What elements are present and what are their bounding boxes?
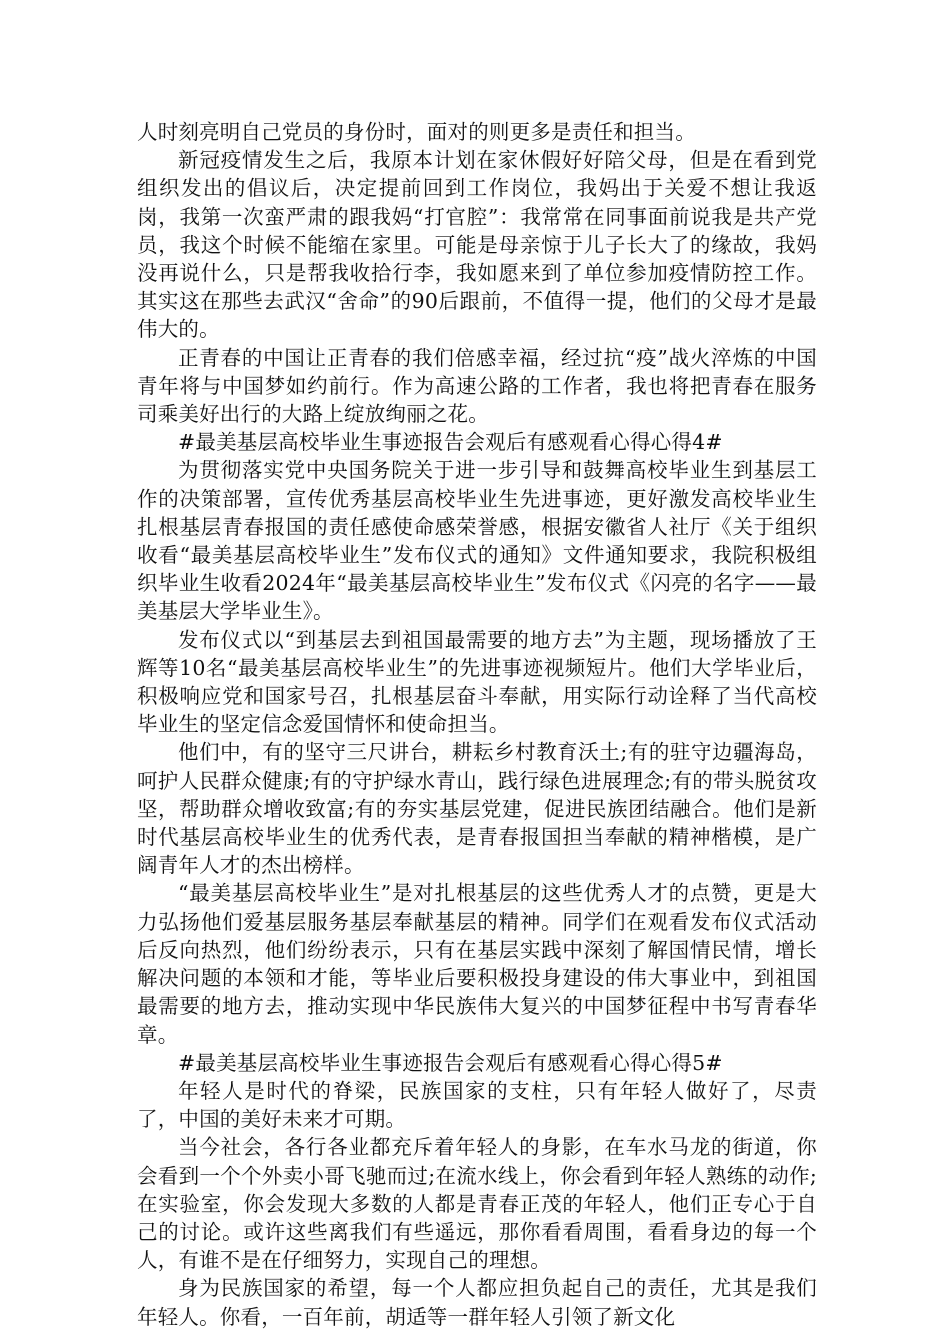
paragraph-11: 当今社会，各行各业都充斥着年轻人的身影，在车水马龙的街道，你会看到一个个外卖小哥飞驰而过;在流水线上，你会看到年轻人熟练的动作;在实验室，你会发现大多数的人都是青春正茂的年轻人，他们正专心于自己的讨论。或许这些离我们有些遥远，那你看看周围，看看身边的每一个人，有谁不是在仔细努力，实现自己的理想。 (137, 1135, 817, 1273)
paragraph-12: 身为民族国家的希望，每一个人都应担负起自己的责任，尤其是我们年轻人。你看，一百年前，胡适等一群年轻人引领了新文化 (137, 1276, 817, 1329)
section-heading-5: #最美基层高校毕业生事迹报告会观后有感观看心得心得5# (178, 1050, 723, 1075)
paragraph-1: 人时刻亮明自己党员的身份时，面对的则更多是责任和担当。 (137, 120, 696, 144)
paragraph-8: “最美基层高校毕业生”是对扎根基层的这些优秀人才的点赞，更是大力弘扬他们爱基层服务基层奉献基层的精神。同学们在观看发布仪式活动后反向热烈，他们纷纷表示，只有在基层实践中深刻了解国情民情，增长解决问题的本领和才能，等毕业后要积极投身建设的伟大事业中，到祖国最需要的地方去，推动实现中华民族伟大复兴的中国梦征程中书写青春华章。 (137, 881, 817, 1047)
paragraph-10: 年轻人是时代的脊梁，民族国家的支柱，只有年轻人做好了，尽责了，中国的美好未来才可期。 (137, 1078, 817, 1132)
paragraph-6: 发布仪式以“到基层去到祖国最需要的地方去”为主题，现场播放了王辉等10名“最美基层高校毕业生”的先进事迹视频短片。他们大学毕业后，积极响应党和国家号召，扎根基层奋斗奉献，用实际行动诠释了当代高校毕业生的坚定信念爱国情怀和使命担当。 (137, 627, 817, 737)
document-body (137, 118, 817, 1331)
paragraph-2: 新冠疫情发生之后，我原本计划在家休假好好陪父母，但是在看到党组织发出的倡议后，决定提前回到工作岗位，我妈出于关爱不想让我返岗，我第一次蛮严肃的跟我妈“打官腔”：我常常在同事面前说我是共产党员，我这个时候不能缩在家里。可能是母亲惊于儿子长大了的缘故，我妈没再说什么，只是帮我收拾行李，我如愿来到了单位参加疫情防控工作。其实这在那些去武汉“舍命”的90后跟前，不值得一提，他们的父母才是最伟大的。 (137, 148, 817, 342)
paragraph-7: 他们中，有的坚守三尺讲台，耕耘乡村教育沃土;有的驻守边疆海岛，呵护人民群众健康;有的守护绿水青山，践行绿色进展理念;有的带头脱贫攻坚，帮助群众增收致富;有的夯实基层党建，促进民族团结融合。他们是新时代基层高校毕业生的优秀代表，是青春报国担当奉献的精神楷模，是广阔青年人才的杰出榜样。 (137, 740, 817, 878)
paragraph-3: 正青春的中国让正青春的我们倍感幸福，经过抗“疫”战火淬炼的中国青年将与中国梦如约前行。作为高速公路的工作者，我也将把青春在服务司乘美好出行的大路上绽放绚丽之花。 (137, 345, 817, 427)
section-heading-4: #最美基层高校毕业生事迹报告会观后有感观看心得心得4# (178, 430, 723, 455)
paragraph-5: 为贯彻落实党中央国务院关于进一步引导和鼓舞高校毕业生到基层工作的决策部署，宣传优秀基层高校毕业生先进事迹，更好激发高校毕业生扎根基层青春报国的责任感使命感荣誉感，根据安徽省人社厅《关于组织收看“最美基层高校毕业生”发布仪式的通知》文件通知要求，我院积极组织毕业生收看2024年“最美基层高校毕业生”发布仪式《闪亮的名字——最美基层大学毕业生》。 (137, 458, 817, 624)
